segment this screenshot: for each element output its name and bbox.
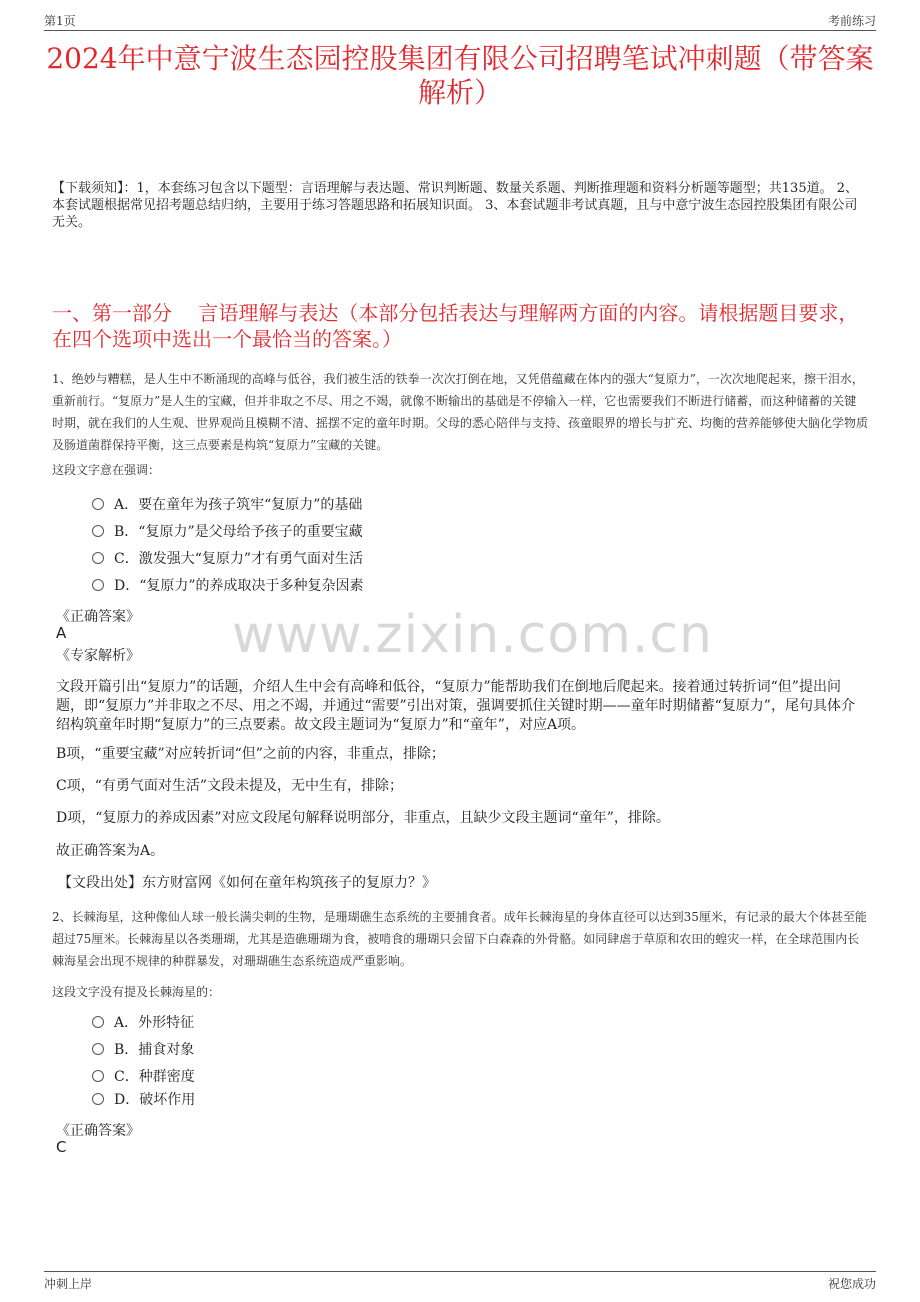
question-1-option-d[interactable]: D．“复原力”的养成取决于多种复杂因素: [92, 576, 364, 596]
header-label: 考前练习: [827, 14, 876, 28]
analysis-paragraph: D项，“复原力的养成因素”对应文段尾句解释说明部分，非重点，且缺少文段主题词“童年”，排除。: [56, 810, 670, 826]
question-2-option-b[interactable]: B．捕食对象: [92, 1040, 194, 1060]
page-header: [44, 12, 876, 31]
question-1-option-b[interactable]: B．“复原力”是父母给予孩子的重要宝藏: [92, 522, 363, 542]
question-1-option-c[interactable]: C．激发强大“复原力”才有勇气面对生活: [92, 549, 363, 569]
analysis-paragraph: B项，“重要宝藏”对应转折词“但”之前的内容，非重点，排除；: [56, 746, 445, 762]
question-1-option-a[interactable]: A．要在童年为孩子筑牢“复原力”的基础: [92, 495, 362, 515]
question-1-prompt: 这段文字意在强调：: [52, 463, 161, 477]
question-1-answer-label: 《正确答案》: [56, 609, 140, 625]
analysis-paragraph: C项，“有勇气面对生活”文段未提及，无中生有，排除；: [56, 778, 404, 794]
question-2-option-a[interactable]: A．外形特征: [92, 1013, 194, 1033]
radio-icon[interactable]: [92, 525, 104, 537]
question-2-option-d[interactable]: D．破坏作用: [92, 1090, 195, 1110]
radio-icon[interactable]: [92, 1093, 104, 1105]
radio-icon[interactable]: [92, 552, 104, 564]
question-2-option-c[interactable]: C．种群密度: [92, 1067, 195, 1087]
question-2-answer: C: [56, 1138, 67, 1156]
radio-icon[interactable]: [92, 1016, 104, 1028]
page-number: 第1页: [44, 14, 76, 28]
page-footer: [44, 1271, 876, 1292]
download-notice: 【下载须知】：1，本套练习包含以下题型：言语理解与表达题、常识判断题、数量关系题、判断推理题和资料分析题等题型；共135道。 2、本套试题根据常见招考题总结归纳，主要用于练习答题思路和拓展知识面。 3、本套试题非考试真题，且与中意宁波生态园控股集团有限公司无关。: [52, 181, 858, 230]
question-2-stem: 2、长棘海星，这种像仙人球一般长满尖刺的生物，是珊瑚礁生态系统的主要捕食者。成年长棘海星的身体直径可以达到35厘米，有记录的最大个体甚至能超过75厘米。长棘海星以各类珊瑚，尤其是造礁珊瑚为食，被啃食的珊瑚只会留下白森森的外骨骼。如同肆虐于草原和农田的蝗灾一样，在全球范围内长棘海星会出现不规律的种群暴发，对珊瑚礁生态系统造成严重影响。: [52, 910, 867, 968]
question-1-answer: A: [56, 624, 67, 642]
watermark: www.zixin.com.cn: [232, 605, 713, 665]
document-title: 2024年中意宁波生态园控股集团有限公司招聘笔试冲刺题（带答案解析）: [46, 42, 874, 109]
source-citation: 【文段出处】东方财富网《如何在童年构筑孩子的复原力？》: [58, 875, 436, 891]
question-1-analysis-label: 《专家解析》: [56, 648, 140, 664]
radio-icon[interactable]: [92, 498, 104, 510]
footer-left-text: 冲刺上岸: [44, 1277, 93, 1291]
radio-icon[interactable]: [92, 579, 104, 591]
analysis-paragraph: 文段开篇引出“复原力”的话题，介绍人生中会有高峰和低谷，“复原力”能帮助我们在倒地后爬起来。接着通过转折词“但”提出问题，即“复原力”并非取之不尽、用之不竭，并通过“需要”引出对策，强调要抓住关键时期——童年时期储蓄“复原力”，尾句具体介绍构筑童年时期“复原力”的三点要素。故文段主题词为“复原力”和“童年”，对应A项。: [56, 679, 855, 733]
radio-icon[interactable]: [92, 1043, 104, 1055]
question-2-prompt: 这段文字没有提及长棘海星的：: [52, 985, 221, 999]
radio-icon[interactable]: [92, 1070, 104, 1082]
analysis-paragraph: 故正确答案为A。: [56, 843, 165, 859]
question-2-answer-label: 《正确答案》: [56, 1123, 140, 1139]
question-1-stem: 1、绝妙与糟糕，是人生中不断涌现的高峰与低谷，我们被生活的铁拳一次次打倒在地，又凭借蕴藏在体内的强大“复原力”，一次次地爬起来，擦干泪水，重新前行。“复原力”是人生的宝藏，但并非取之不尽、用之不竭，就像不断输出的基础是不停输入一样，它也需要我们不断进行储蓄，而这种储蓄的关键时期，就在我们的人生观、世界观尚且模糊不清、摇摆不定的童年时期。父母的悉心陪伴与支持、孩童眼界的增长与扩充、均衡的营养能够使大脑化学物质及肠道菌群保持平衡，这三点要素是构筑“复原力”宝藏的关键。: [52, 372, 869, 452]
footer-right-text: 祝您成功: [827, 1277, 876, 1291]
section-title: 一、第一部分 言语理解与表达（本部分包括表达与理解两方面的内容。请根据题目要求，在四个选项中选出一个最恰当的答案。）: [52, 301, 859, 351]
